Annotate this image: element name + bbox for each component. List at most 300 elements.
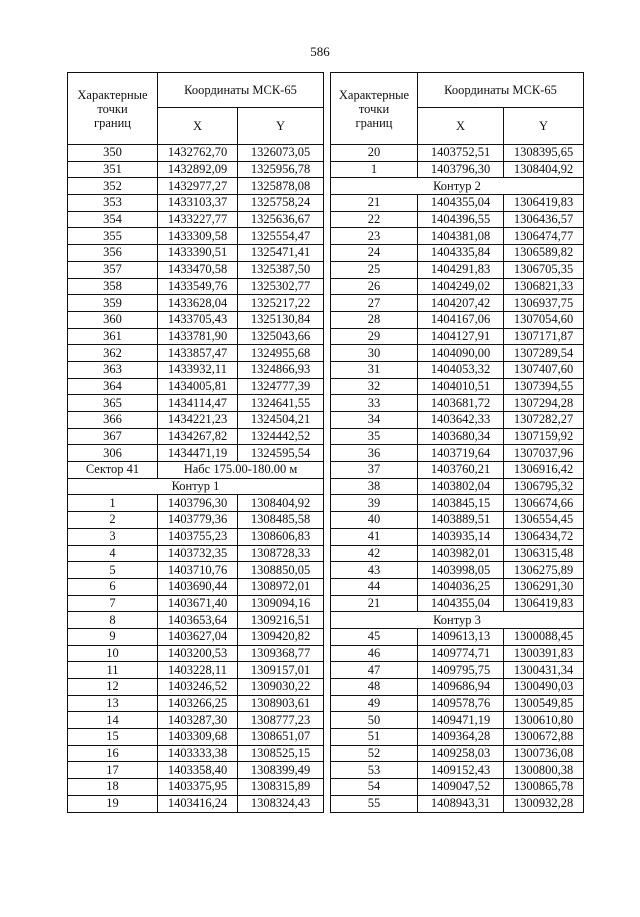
y-cell: 1306554,45 [504, 512, 584, 529]
table-row [331, 412, 584, 429]
x-cell: 1433932,11 [158, 361, 238, 378]
x-cell: 1403671,40 [158, 595, 238, 612]
x-cell: 1433470,58 [158, 261, 238, 278]
x-cell: 1403287,30 [158, 712, 238, 729]
table-row [331, 512, 584, 529]
x-cell: 1403358,40 [158, 762, 238, 779]
point-cell: 10 [68, 645, 158, 662]
y-cell: 1308485,58 [238, 512, 324, 529]
x-cell: 1403779,36 [158, 512, 238, 529]
x-cell: 1434005,81 [158, 378, 238, 395]
x-cell: 1433781,90 [158, 328, 238, 345]
y-cell: 1308972,01 [238, 578, 324, 595]
table-row [331, 712, 584, 729]
header-y: Y [504, 108, 584, 145]
table-row [331, 695, 584, 712]
x-cell: 1403796,30 [418, 161, 504, 178]
table-row [331, 795, 584, 812]
table-row [68, 161, 324, 178]
y-cell: 1307054,60 [504, 311, 584, 328]
table-row [331, 361, 584, 378]
point-cell: 51 [331, 729, 418, 746]
point-cell: 21 [331, 195, 418, 212]
table-row [331, 445, 584, 462]
table-row [68, 645, 324, 662]
x-cell: 1403333,38 [158, 745, 238, 762]
table-row [68, 512, 324, 529]
y-cell: 1308525,15 [238, 745, 324, 762]
point-cell: 36 [331, 445, 418, 462]
table-row [331, 679, 584, 696]
y-cell: 1309094,16 [238, 595, 324, 612]
table-row [331, 211, 584, 228]
x-cell: 1404036,25 [418, 578, 504, 595]
table-row [68, 795, 324, 812]
table-row [68, 178, 324, 195]
table-row [331, 595, 584, 612]
point-cell: 24 [331, 245, 418, 262]
x-cell: 1404207,42 [418, 295, 504, 312]
point-cell: 17 [68, 762, 158, 779]
table-row [68, 295, 324, 312]
x-cell: 1433390,51 [158, 245, 238, 262]
table-row [68, 228, 324, 245]
x-cell: 1403309,68 [158, 729, 238, 746]
point-cell: 48 [331, 679, 418, 696]
point-cell: 26 [331, 278, 418, 295]
y-cell: 1308404,92 [504, 161, 584, 178]
point-cell: 37 [331, 462, 418, 479]
y-cell: 1306821,33 [504, 278, 584, 295]
y-cell: 1307407,60 [504, 361, 584, 378]
y-cell: 1300610,80 [504, 712, 584, 729]
y-cell: 1308903,61 [238, 695, 324, 712]
section-row [68, 462, 324, 479]
point-cell: 32 [331, 378, 418, 395]
y-cell: 1300800,38 [504, 762, 584, 779]
table-row [68, 545, 324, 562]
y-cell: 1324442,52 [238, 428, 324, 445]
y-cell: 1309030,22 [238, 679, 324, 696]
x-cell: 1404127,91 [418, 328, 504, 345]
point-cell: 53 [331, 762, 418, 779]
y-cell: 1300672,88 [504, 729, 584, 746]
y-cell: 1309157,01 [238, 662, 324, 679]
contour-label-cell: Контур 3 [331, 612, 584, 629]
point-cell: 1 [68, 495, 158, 512]
x-cell: 1409258,03 [418, 745, 504, 762]
x-cell: 1403889,51 [418, 512, 504, 529]
point-cell: 14 [68, 712, 158, 729]
x-cell: 1403845,15 [418, 495, 504, 512]
table-row [331, 545, 584, 562]
x-cell: 1403935,14 [418, 528, 504, 545]
x-cell: 1403752,51 [418, 145, 504, 162]
section-row [331, 612, 584, 629]
point-cell: 28 [331, 311, 418, 328]
x-cell: 1434221,23 [158, 412, 238, 429]
y-cell: 1307294,28 [504, 395, 584, 412]
table-row [331, 378, 584, 395]
point-cell: 44 [331, 578, 418, 595]
table-row [331, 628, 584, 645]
table-row [68, 679, 324, 696]
table-row [331, 662, 584, 679]
point-cell: 41 [331, 528, 418, 545]
point-cell: 49 [331, 695, 418, 712]
table-row [68, 412, 324, 429]
table-row [68, 578, 324, 595]
table-row [331, 645, 584, 662]
x-cell: 1404053,32 [418, 361, 504, 378]
y-cell: 1309420,82 [238, 628, 324, 645]
table-row [68, 445, 324, 462]
table-row [68, 595, 324, 612]
table-row [331, 228, 584, 245]
table-row [331, 161, 584, 178]
table-row [331, 311, 584, 328]
x-cell: 1403627,04 [158, 628, 238, 645]
y-cell: 1306434,72 [504, 528, 584, 545]
point-cell: 4 [68, 545, 158, 562]
y-cell: 1308315,89 [238, 779, 324, 796]
point-cell: 3 [68, 528, 158, 545]
y-cell: 1306674,66 [504, 495, 584, 512]
x-cell: 1408943,31 [418, 795, 504, 812]
x-cell: 1404381,08 [418, 228, 504, 245]
table-row [331, 428, 584, 445]
x-cell: 1403642,33 [418, 412, 504, 429]
contour-label-cell: Контур 2 [331, 178, 584, 195]
x-cell: 1403266,25 [158, 695, 238, 712]
y-cell: 1325956,78 [238, 161, 324, 178]
point-cell: 357 [68, 261, 158, 278]
table-row [331, 195, 584, 212]
point-cell: 35 [331, 428, 418, 445]
point-cell: 27 [331, 295, 418, 312]
x-cell: 1409686,94 [418, 679, 504, 696]
point-cell: 46 [331, 645, 418, 662]
table-row [331, 295, 584, 312]
table-row [68, 745, 324, 762]
header-char-points: Характерные точки границ [331, 73, 418, 145]
x-cell: 1409152,43 [418, 762, 504, 779]
point-cell: 20 [331, 145, 418, 162]
x-cell: 1432977,27 [158, 178, 238, 195]
x-cell: 1409578,76 [418, 695, 504, 712]
table-row [331, 528, 584, 545]
point-cell: 306 [68, 445, 158, 462]
x-cell: 1409471,19 [418, 712, 504, 729]
header-x: X [158, 108, 238, 145]
page-number: 586 [310, 44, 330, 59]
x-cell: 1433705,43 [158, 311, 238, 328]
table-row [68, 395, 324, 412]
y-cell: 1325043,66 [238, 328, 324, 345]
y-cell: 1324641,55 [238, 395, 324, 412]
header-char-points: Характерные точки границ [68, 73, 158, 145]
y-cell: 1300932,28 [504, 795, 584, 812]
table-row [331, 495, 584, 512]
header-x: X [418, 108, 504, 145]
table-row [68, 145, 324, 162]
y-cell: 1300391,83 [504, 645, 584, 662]
table-row [68, 662, 324, 679]
y-cell: 1324595,54 [238, 445, 324, 462]
point-cell: 7 [68, 595, 158, 612]
table-row [331, 578, 584, 595]
left-table-body [68, 145, 324, 813]
point-cell: 12 [68, 679, 158, 696]
point-cell: 16 [68, 745, 158, 762]
point-cell: 43 [331, 562, 418, 579]
y-cell: 1306315,48 [504, 545, 584, 562]
y-cell: 1306795,32 [504, 478, 584, 495]
point-cell: 353 [68, 195, 158, 212]
x-cell: 1403760,21 [418, 462, 504, 479]
table-row [68, 762, 324, 779]
table-row [68, 361, 324, 378]
x-cell: 1432762,70 [158, 145, 238, 162]
table-row [68, 729, 324, 746]
table-row [68, 328, 324, 345]
header-coordinates: Координаты МСК-65 [418, 73, 584, 108]
table-row [331, 395, 584, 412]
sector-range-cell: Набс 175.00-180.00 м [158, 462, 324, 479]
y-cell: 1306419,83 [504, 195, 584, 212]
y-cell: 1306916,42 [504, 462, 584, 479]
section-row [331, 178, 584, 195]
x-cell: 1404010,51 [418, 378, 504, 395]
point-cell: 351 [68, 161, 158, 178]
x-cell: 1409364,28 [418, 729, 504, 746]
point-cell: 13 [68, 695, 158, 712]
point-cell: 47 [331, 662, 418, 679]
point-cell: 352 [68, 178, 158, 195]
table-row [68, 528, 324, 545]
y-cell: 1300431,34 [504, 662, 584, 679]
x-cell: 1433549,76 [158, 278, 238, 295]
x-cell: 1404090,00 [418, 345, 504, 362]
table-row [68, 628, 324, 645]
y-cell: 1325471,41 [238, 245, 324, 262]
point-cell: 22 [331, 211, 418, 228]
x-cell: 1403982,01 [418, 545, 504, 562]
table-row [68, 495, 324, 512]
y-cell: 1325636,67 [238, 211, 324, 228]
table-row [68, 562, 324, 579]
x-cell: 1403710,76 [158, 562, 238, 579]
y-cell: 1306474,77 [504, 228, 584, 245]
x-cell: 1409774,71 [418, 645, 504, 662]
y-cell: 1326073,05 [238, 145, 324, 162]
point-cell: 5 [68, 562, 158, 579]
coordinates-tables [67, 72, 584, 813]
y-cell: 1306436,57 [504, 211, 584, 228]
point-cell: 6 [68, 578, 158, 595]
point-cell: 366 [68, 412, 158, 429]
y-cell: 1325130,84 [238, 311, 324, 328]
point-cell: 25 [331, 261, 418, 278]
point-cell: 55 [331, 795, 418, 812]
section-row [68, 478, 324, 495]
table-row [68, 278, 324, 295]
x-cell: 1434114,47 [158, 395, 238, 412]
point-cell: 30 [331, 345, 418, 362]
point-cell: 362 [68, 345, 158, 362]
point-cell: 38 [331, 478, 418, 495]
y-cell: 1308395,65 [504, 145, 584, 162]
y-cell: 1306419,83 [504, 595, 584, 612]
table-row [68, 695, 324, 712]
table-row [68, 211, 324, 228]
point-cell: 2 [68, 512, 158, 529]
point-cell: 19 [68, 795, 158, 812]
point-cell: 40 [331, 512, 418, 529]
table-row [331, 261, 584, 278]
y-cell: 1324777,39 [238, 378, 324, 395]
y-cell: 1308399,49 [238, 762, 324, 779]
point-cell: 359 [68, 295, 158, 312]
y-cell: 1307159,92 [504, 428, 584, 445]
y-cell: 1300549,85 [504, 695, 584, 712]
y-cell: 1325387,50 [238, 261, 324, 278]
point-cell: 356 [68, 245, 158, 262]
y-cell: 1309216,51 [238, 612, 324, 629]
header-coordinates: Координаты МСК-65 [158, 73, 324, 108]
x-cell: 1403416,24 [158, 795, 238, 812]
x-cell: 1403690,44 [158, 578, 238, 595]
point-cell: 39 [331, 495, 418, 512]
table-row [331, 345, 584, 362]
table-row [68, 612, 324, 629]
right-table [330, 72, 584, 813]
y-cell: 1325217,22 [238, 295, 324, 312]
table-row [68, 261, 324, 278]
point-cell: 54 [331, 779, 418, 796]
point-cell: 45 [331, 628, 418, 645]
right-table-body [331, 145, 584, 813]
y-cell: 1300088,45 [504, 628, 584, 645]
x-cell: 1403228,11 [158, 662, 238, 679]
y-cell: 1306937,75 [504, 295, 584, 312]
table-row [68, 245, 324, 262]
header-y: Y [238, 108, 324, 145]
x-cell: 1409047,52 [418, 779, 504, 796]
point-cell: 50 [331, 712, 418, 729]
point-cell: 350 [68, 145, 158, 162]
x-cell: 1403680,34 [418, 428, 504, 445]
x-cell: 1409613,13 [418, 628, 504, 645]
x-cell: 1434471,19 [158, 445, 238, 462]
point-cell: 42 [331, 545, 418, 562]
y-cell: 1325302,77 [238, 278, 324, 295]
table-row [68, 378, 324, 395]
y-cell: 1307282,27 [504, 412, 584, 429]
x-cell: 1433857,47 [158, 345, 238, 362]
x-cell: 1433103,37 [158, 195, 238, 212]
x-cell: 1404167,06 [418, 311, 504, 328]
y-cell: 1300865,78 [504, 779, 584, 796]
point-cell: 31 [331, 361, 418, 378]
table-row [331, 562, 584, 579]
point-cell: 8 [68, 612, 158, 629]
x-cell: 1403998,05 [418, 562, 504, 579]
point-cell: 9 [68, 628, 158, 645]
point-cell: 364 [68, 378, 158, 395]
table-row [331, 478, 584, 495]
x-cell: 1403681,72 [418, 395, 504, 412]
table-row [331, 779, 584, 796]
y-cell: 1309368,77 [238, 645, 324, 662]
x-cell: 1432892,09 [158, 161, 238, 178]
y-cell: 1308728,33 [238, 545, 324, 562]
y-cell: 1325554,47 [238, 228, 324, 245]
x-cell: 1404249,02 [418, 278, 504, 295]
point-cell: 11 [68, 662, 158, 679]
x-cell: 1403200,53 [158, 645, 238, 662]
x-cell: 1404335,84 [418, 245, 504, 262]
x-cell: 1403796,30 [158, 495, 238, 512]
y-cell: 1308404,92 [238, 495, 324, 512]
point-cell: 15 [68, 729, 158, 746]
point-cell: 1 [331, 161, 418, 178]
left-table [67, 72, 324, 813]
table-row [331, 462, 584, 479]
y-cell: 1307171,87 [504, 328, 584, 345]
x-cell: 1409795,75 [418, 662, 504, 679]
contour-label-cell: Контур 1 [68, 478, 324, 495]
point-cell: 361 [68, 328, 158, 345]
table-row [331, 729, 584, 746]
point-cell: 354 [68, 211, 158, 228]
x-cell: 1404291,83 [418, 261, 504, 278]
table-row [68, 311, 324, 328]
table-row [68, 712, 324, 729]
x-cell: 1403802,04 [418, 478, 504, 495]
point-cell: 355 [68, 228, 158, 245]
x-cell: 1403653,64 [158, 612, 238, 629]
table-row [68, 779, 324, 796]
table-row [331, 145, 584, 162]
point-cell: 367 [68, 428, 158, 445]
x-cell: 1433309,58 [158, 228, 238, 245]
point-cell: 363 [68, 361, 158, 378]
point-cell: 29 [331, 328, 418, 345]
table-row [331, 745, 584, 762]
y-cell: 1308606,83 [238, 528, 324, 545]
x-cell: 1403755,23 [158, 528, 238, 545]
y-cell: 1324504,21 [238, 412, 324, 429]
point-cell: 360 [68, 311, 158, 328]
x-cell: 1403246,52 [158, 679, 238, 696]
table-row [331, 278, 584, 295]
y-cell: 1306705,35 [504, 261, 584, 278]
table-row [331, 762, 584, 779]
y-cell: 1325878,08 [238, 178, 324, 195]
point-cell: 358 [68, 278, 158, 295]
y-cell: 1300490,03 [504, 679, 584, 696]
y-cell: 1324866,93 [238, 361, 324, 378]
x-cell: 1403719,64 [418, 445, 504, 462]
y-cell: 1300736,08 [504, 745, 584, 762]
x-cell: 1403732,35 [158, 545, 238, 562]
y-cell: 1307037,96 [504, 445, 584, 462]
point-cell: 33 [331, 395, 418, 412]
table-row [331, 328, 584, 345]
point-cell: 18 [68, 779, 158, 796]
table-row [331, 245, 584, 262]
